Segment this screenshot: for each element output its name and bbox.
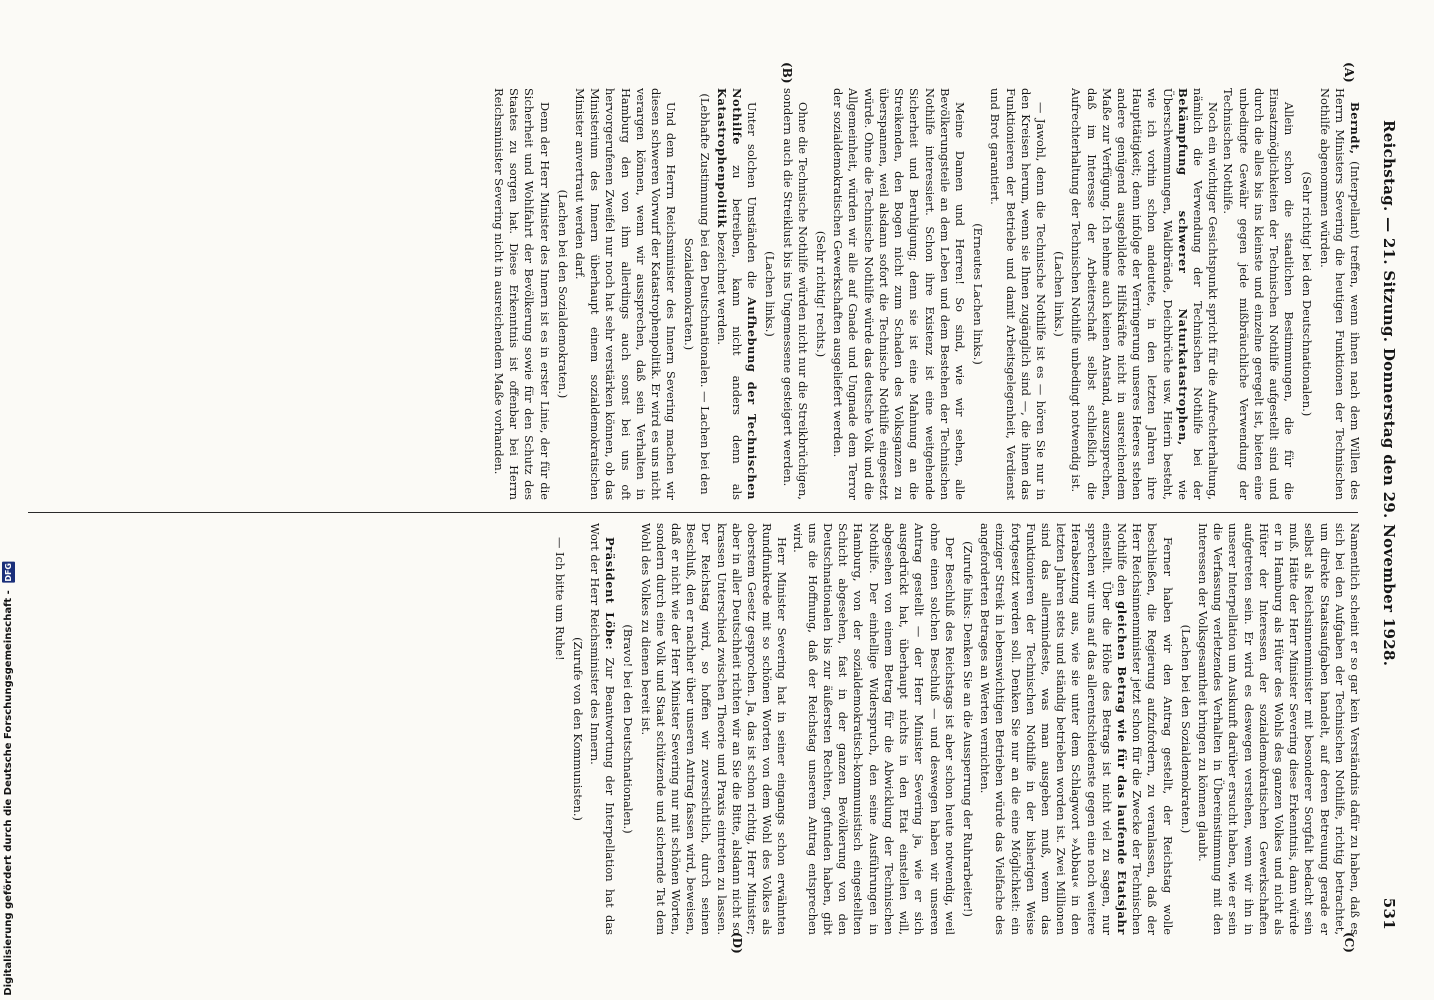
page-number: 531 [1380,897,1398,930]
header-title: Reichstag. — 21. Sitzung. Donnerstag den 29. November 1928. [1380,120,1398,667]
paragraph-text: — Jawohl, denn die Technische Nothilfe ist es — hören Sie nur in den Kreisen herum, wenn sie Ihnen zugänglich sind —, die ihnen das Funktionieren der Betriebe und damit Arbeitsgelegenheit, Verdienst und Brot garantiert. [988,88,1048,500]
paragraph-text: Und dem Herrn Reichsminister des Innern Severing machen wir diesen schweren Vorwurf der Katastrophenpolitik. Er wird es uns nicht verargen können, wenn wir aussprechen, daß sein Verhalten in Hamburg den von ihm allerdings auch sonst bei uns oft hervorgerufenen Zweifel nur noch hat sehr verstärken können, ob das Ministerium des Innern überhaupt einem sozialdemokratischen Minister anvertraut werden darf. [573,88,679,500]
paragraph [987,88,1048,500]
paragraph-text: Zur Beantwortung der Interpellation hat das Wort der Herr Reichsminister des Innern. [588,523,618,935]
paragraph [789,523,956,935]
paragraph-text: Meine Damen und Herren! So sind, wie wir sehen, alle Bevölkerungsteile an dem Leben und dem Bestehen der Technischen Nothilfe interessiert. Schon ihre Existenz ist eine weitgehende Sicherheit und Beruhigung; denn sie ist eine Mahnung an die Streikenden, den Bogen nicht zum Schaden des Volksganzen zu überspannen, weil alsdann sofort die Technische Nothilfe eingesetzt würde. Ohne die Technische Nothilfe würde das deutsche Volk und die Allgemeinheit, würden wir alle auf Gnade und Ungnade dem Terror der sozialdemokratischen Gewerkschaften ausgeliefert werden. [831,88,967,500]
paragraph [1068,88,1220,500]
paragraph-text: — Ich bitte um Ruhe! [552,537,567,661]
interjection-remark: (Bravo! bei den Deutschnationalen.) [621,624,636,834]
interjection-remark: (Erneutes Lachen links.) [971,223,986,365]
paragraph-text: zu betreiben, kann nicht anders denn als [730,165,745,500]
interjection-remark: (Zurufe links: Denken Sie an die Aussperrung der Ruhrarbeiter!) [960,541,975,917]
paragraph-text: treffen, wenn ihnen nach dem Willen des Herrn Ministers Severing die heutigen Funktionen der Technischen Nothilfe abgenommen würden. [1317,88,1362,500]
paragraph-text: Allein schon die staatlichen Bestimmungen, die für die Einsatzmöglichkeiten der Technischen Nothilfe aufgestellt sind und durch die alles bis ins kleinste und einzelne geregelt ist, bieten eine unbedingte Gewähr gegen jede mißbräuchliche Verwendung der Technischen Nothilfe. [1221,88,1297,500]
margin-letter-c: (C) [1342,932,1356,953]
paragraph [1316,88,1362,500]
emphasized-text: Bekämpfung schwerer Naturkatastrophen, [1175,88,1190,446]
paragraph-text: Der Beschluß des Reichstags ist aber schon heute notwendig, weil ohne einen solchen Beschluß — und deswegen haben wir unseren Antrag gestellt — der Herr Minister Severing ja, wie er sich ausgedrückt hat, überhaupt nichts in den Etat einstellen will, abgesehen von einem Betrag für die Abwicklung der Technischen Nothilfe. Der einhellige Widerspruch, den seine Ausführungen in Hamburg, von der sozialdemokratisch-kommunistisch eingestellten Schicht abgesehen, fast in der ganzen Bevölkerung von den Deutschnationalen bis zur äußersten Rechten, gefunden haben, gibt uns die Hoffnung, daß der Reichstag unserem Antrag entsprechen wird. [790,523,957,935]
paragraph-text: Noch ein wichtiger Gesichtspunkt spricht für die Aufrechterhaltung, nämlich die Verwendung der Technischen Nothilfe bei der [1190,88,1221,500]
emphasized-text: gleichen Betrag wie für das laufende Etatsjahr [1114,601,1129,935]
interjection-remark: (Lachen bei den Sozialdemokraten.) [555,189,570,399]
paragraph [977,523,1175,935]
emphasized-text: Aufhebung der Technischen Nothilfe [730,88,760,500]
paragraph [830,88,967,500]
interjection-remark: (Lachen bei den Sozialdemokraten.) [1178,624,1193,834]
paragraph [587,523,617,935]
speaker-role: (Interpellant) [1348,161,1362,239]
interjection-remark: (Lachen links.) [763,251,778,337]
text-column-left [22,88,1362,500]
paragraph-text: bezeichnet werden. [714,231,729,346]
paragraph-text: Ohne die Technische Nothilfe würden nicht nur die Streikbrüchigen, sondern auch die Streiklust bis ins Ungemessene gesteigert werden. [780,88,810,500]
margin-letter-d: (D) [730,932,744,954]
emphasized-text: Katastrophenpolitik [714,88,729,229]
paragraph [551,523,566,935]
paragraph [1220,88,1296,500]
paragraph-text: wie Überschwemmungen, Waldbrände, Deichbrüche usw. Hierin besteht, wie ich vorhin schon andeutete, in den letzten Jahren ihre Haupttätigkeit; denn infolge der Verringerung unseres Heeres stehen andere genügend ausgebildete Hilfskräfte nicht in ausreichendem Maße zur Verfügung. Ich nehme auch keinen Anstand, auszusprechen, daß im Interesse der Arbeiterschaft selbst schließlich die Aufrechterhaltung der Technischen Nothilfe unbedingt notwendig ist. [1069,88,1190,500]
page-header [1380,120,1398,930]
paragraph-text: Unter solchen Umständen die [745,102,760,289]
interjection-remark: (Zurufe von den Kommunisten.) [570,637,585,821]
interjection-remark: (Lebhafte Zustimmung bei den Deutschnationalen. — Lachen bei den Sozialdemokraten.) [682,93,712,495]
dfg-logo: DFG [4,563,13,582]
paragraph [779,88,809,500]
paragraph [1195,523,1362,935]
interjection-remark: (Lachen links.) [1052,251,1067,337]
speaker-name: Berndt, [1348,102,1362,155]
paragraph [572,88,678,500]
paragraph-text: Ferner haben wir den Antrag gestellt, der Reichstag wolle beschließen, die Regierung aufzufordern, zu veranlassen, daß der Herr Reichsinnenminister jetzt schon für die Zwecke der Technischen Nothilfe den [1114,523,1175,935]
paragraph-text: einstellt. Über die Höhe des Betrags ist nicht viel zu sagen, nur sprechen wir uns auf das allerentschiedenste gegen eine noch weitere Herabsetzung aus, wie sie unter dem Schlagwort »Abbau« in den letzten Jahren stets und ständig betrieben worden ist. Zwei Millionen sind das allermindeste, was man ausgeben muß, wenn das Funktionieren der Technischen Nothilfe in der bisherigen Weise fortgesetzt werden soll. Denken Sie nur an die eine Möglichkeit: ein einziger Streik in lebenswichtigen Betrieben würde das Vielfache des angeforderten Betrages an Werten vernichten. [978,523,1114,935]
margin-letter-b: (B) [780,62,794,84]
interjection-remark: (Sehr richtig! rechts.) [814,230,829,358]
text-column-right [22,523,1362,935]
paragraph-text: Herr Minister Severing hat in seiner eingangs schon erwähnten Rundfunkrede mit so schönen Worten von dem Wohl des Volkes als oberstem Gesetz gesprochen. Ja, das ist schon richtig, Herr Minister; aber in aller Deutschheit richten wir an Sie die Bitte, alsdann nicht so krassen Unterschied zwischen Theorie und Praxis eintreten zu lassen. Der Reichstag wird, so hoffen wir zuversichtlich, durch seinen Beschluß, den er nachher über unseren Antrag fassen wird, beweisen, daß er nicht wie der Herr Minister Severing nur mit schönen Worten, sondern durch eine Volk und Staat schützende und sichernde Tat dem Wohl des Volkes zu dienen bereit ist. [638,523,790,935]
paragraph [491,88,552,500]
paragraph-text: Namentlich scheint er so gar kein Verständnis dafür zu haben, daß es sich bei den Aufgaben der Technischen Nothilfe, richtig betrachtet, um direkte Staatsaufgaben handelt, auf deren Betreuung gerade er selbst als Reichsinnenminister mit besonderer Sorgfalt bedacht sein muß. Hätte der Herr Minister Severing diese Erkenntnis, dann würde er in Hamburg als Hüter des Wohls des ganzen Volkes und nicht als Hüter der Interessen der sozialdemokratischen Gewerkschaften aufgetreten sein. Er wird es deswegen verstehen, wenn wir ihn in unserer Interpellation um Auskunft darüber ersucht haben, wie er sein die Verfassung verletzendes Verhalten in Übereinstimmung mit den Interessen der Volksgesamtheit bringen zu können glaubt. [1195,523,1362,935]
column-divider [28,512,1358,513]
interjection-remark: (Sehr richtig! bei den Deutschnationalen.) [1300,171,1315,417]
paragraph [714,88,760,500]
emphasized-text: Präsident Löbe: [603,537,618,651]
margin-letter-a: (A) [1342,62,1356,83]
paragraph-text: Denn der Herr Minister des Innern ist es in erster Linie, der für die Sicherheit und Wohlfahrt der Bevölkerung sowie für den Schutz des Staates zu sorgen hat. Diese Erkenntnis ist offenbar bei Herrn Reichsminister Severing nicht in ausreichendem Maße vorhanden. [492,88,552,500]
digitization-credit: Digitalisierung gefördert durch die Deutsche Forschungsgemeinschaft - [3,590,14,996]
paragraph [637,523,789,935]
